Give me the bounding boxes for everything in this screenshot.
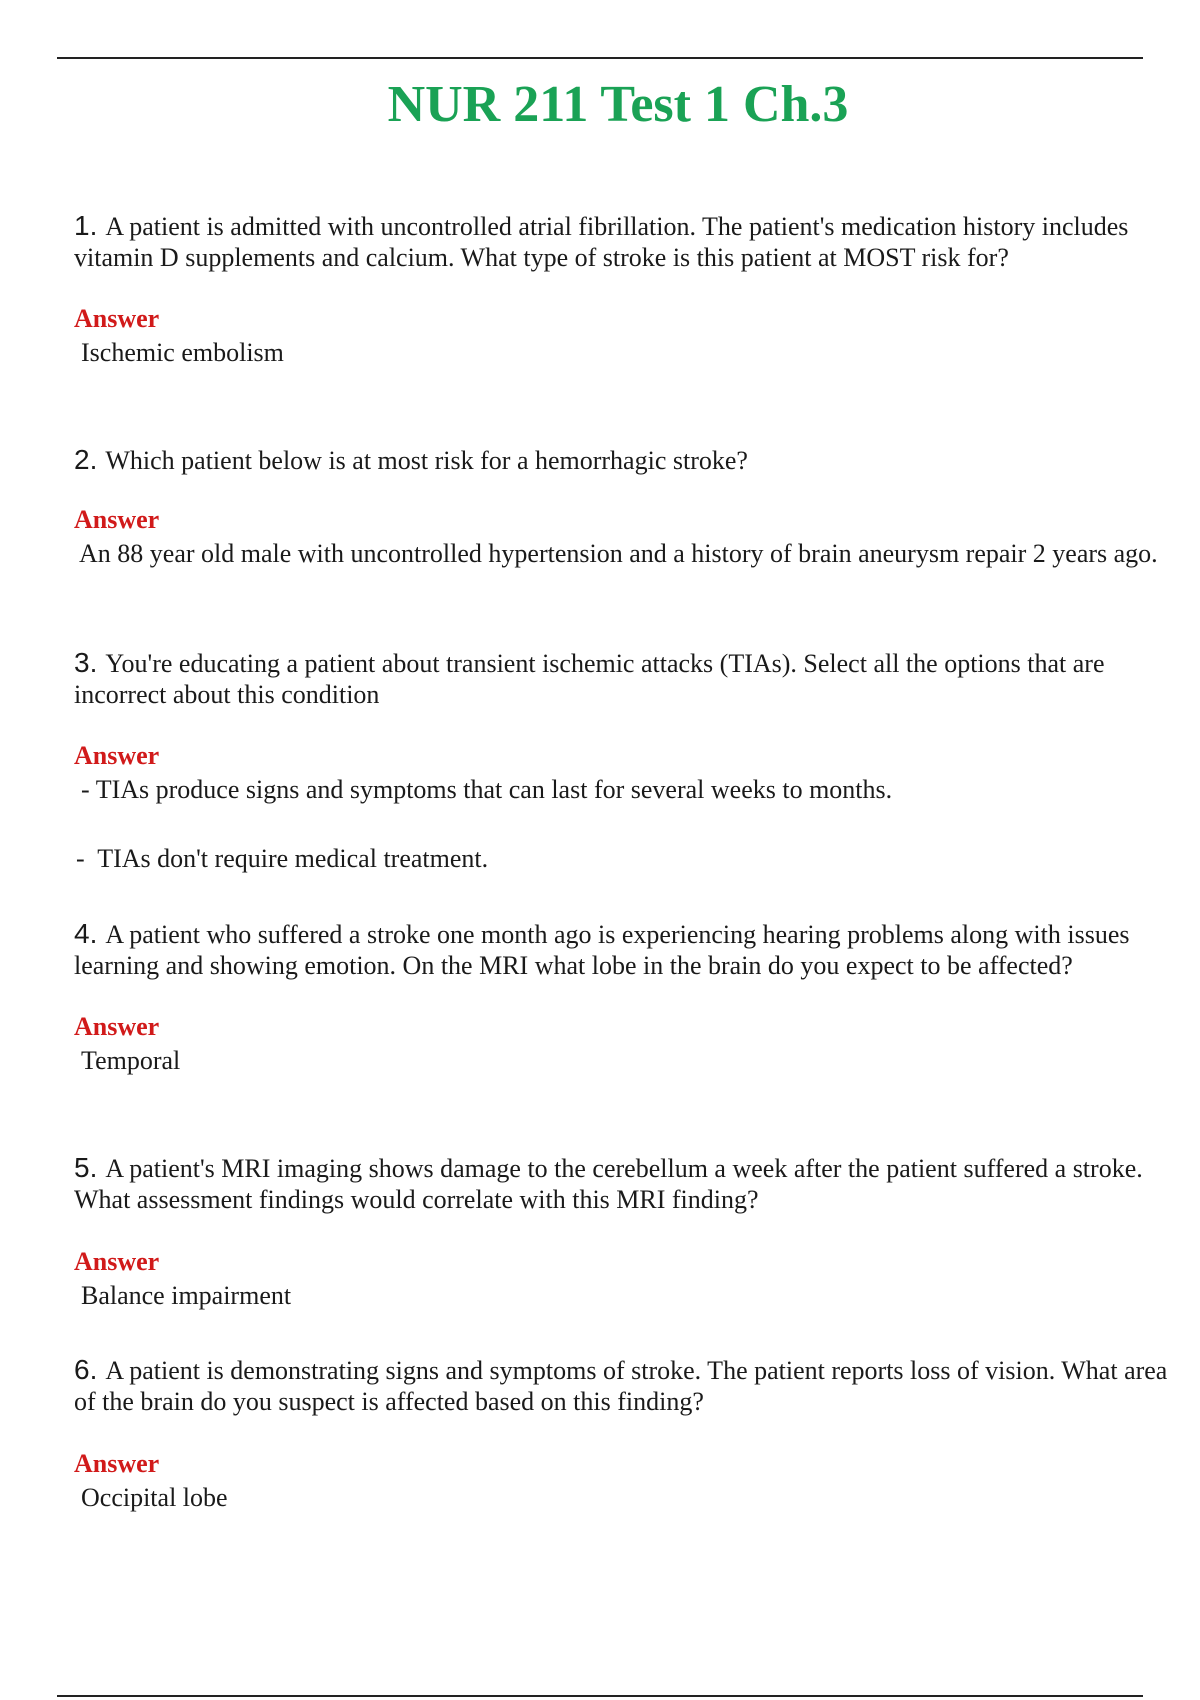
answer-label: Answer	[74, 505, 160, 534]
answer-label: Answer	[74, 1247, 160, 1276]
page-title: NUR 211 Test 1 Ch.3	[387, 76, 849, 133]
question-block-4	[74, 918, 1174, 1076]
question-6	[74, 1354, 1174, 1417]
question-text: You're educating a patient about transient ischemic attacks (TIAs). Select all the options that are incorrect about this condition	[74, 649, 1105, 709]
answer-label: Answer	[74, 1449, 160, 1478]
question-text: A patient who suffered a stroke one month ago is experiencing hearing problems along with issues learning and showing emotion. On the MRI what lobe in the brain do you expect to be affected?	[74, 920, 1130, 980]
question-block-1	[74, 210, 1174, 368]
question-4	[74, 918, 1174, 981]
question-block-3	[74, 647, 1174, 874]
question-text: Which patient below is at most risk for a hemorrhagic stroke?	[105, 446, 748, 475]
answer-text: - TIAs don't require medical treatment.	[76, 844, 489, 873]
question-number: 3.	[74, 647, 98, 678]
answer-text: Balance impairment	[81, 1281, 292, 1310]
question-text: A patient is demonstrating signs and symptoms of stroke. The patient reports loss of vision. What area of the brain do you suspect is affected based on this finding?	[74, 1356, 1168, 1416]
question-3	[74, 647, 1174, 710]
bottom-rule	[57, 1695, 1143, 1697]
question-5	[74, 1152, 1174, 1215]
question-text: A patient's MRI imaging shows damage to the cerebellum a week after the patient suffered a stroke. What assessment findings would correlate with this MRI finding?	[74, 1154, 1143, 1214]
answer-text: Occipital lobe	[81, 1483, 228, 1512]
answer-text: Ischemic embolism	[81, 338, 284, 367]
answer-text: Temporal	[81, 1046, 181, 1075]
answer-label: Answer	[74, 741, 160, 770]
question-block-5	[74, 1152, 1174, 1311]
question-block-6	[74, 1354, 1174, 1513]
question-number: 2.	[74, 444, 98, 475]
question-block-2	[74, 444, 1174, 569]
question-number: 1.	[74, 210, 98, 241]
question-number: 6.	[74, 1354, 98, 1385]
top-rule	[57, 57, 1143, 59]
question-text: A patient is admitted with uncontrolled atrial fibrillation. The patient's medication history includes vitamin D supplements and calcium. What type of stroke is this patient at MOST risk for?	[74, 212, 1129, 272]
question-number: 5.	[74, 1152, 98, 1183]
answer-label: Answer	[74, 304, 160, 333]
question-number: 4.	[74, 918, 98, 949]
question-2	[74, 444, 1174, 476]
answer-text: An 88 year old male with uncontrolled hypertension and a history of brain aneurysm repair 2 years ago.	[79, 539, 1158, 568]
answer-text: - TIAs produce signs and symptoms that can last for several weeks to months.	[81, 775, 893, 804]
question-1	[74, 210, 1174, 273]
answer-label: Answer	[74, 1012, 160, 1041]
